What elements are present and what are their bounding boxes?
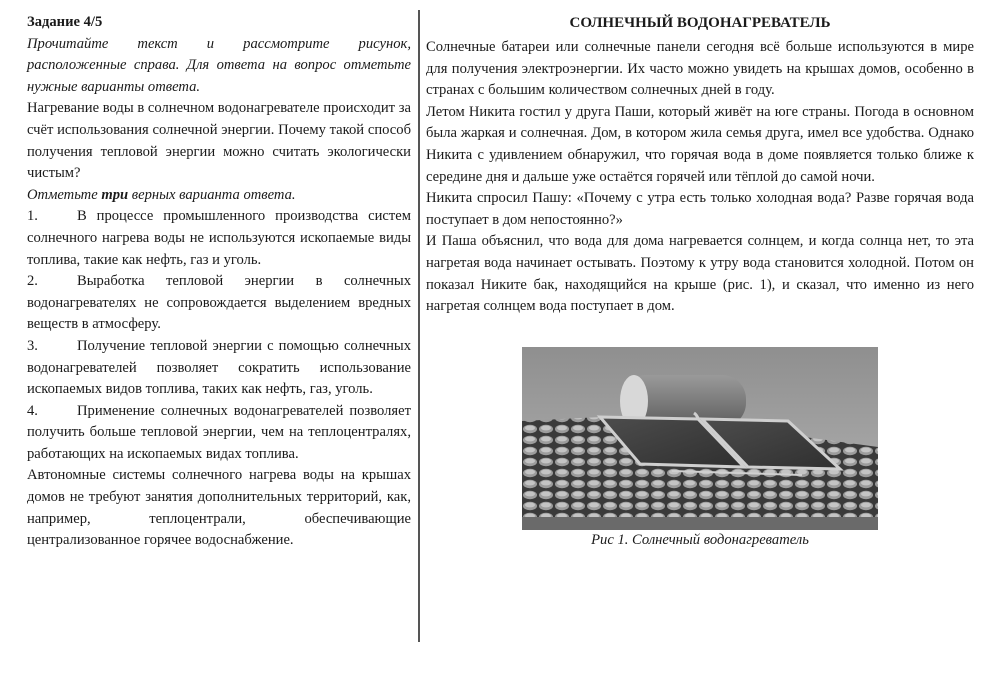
answer-option-4[interactable] <box>27 401 411 466</box>
option-text: В процессе промышленного производства систем солнечного нагрева воды не используются ископаемые виды топлива, такие как нефть, газ и уголь. <box>27 208 411 268</box>
roof-edge <box>522 517 878 530</box>
answer-option-5[interactable] <box>27 465 411 551</box>
task-instruction: Прочитайте текст и рассмотрите рисунок, расположенные справа. Для ответа на вопрос отметьте нужные варианты ответа. <box>27 35 411 95</box>
answer-option-2[interactable] <box>27 271 411 336</box>
article-paragraph: Солнечные батареи или солнечные панели сегодня всё больше используются в мире для получения электроэнергии. Их часто можно увидеть на крышах домов, особенно в странах с большим количеством солнечных дней в году. <box>426 39 974 99</box>
option-number: 2. <box>27 273 38 290</box>
figure-caption: Рис 1. Солнечный водонагреватель <box>591 532 809 548</box>
solar-heater-illustration <box>522 347 878 530</box>
answer-option-3[interactable] <box>27 336 411 401</box>
article-paragraph: И Паша объяснил, что вода для дома нагревается солнцем, и когда солнца нет, то эта нагретая вода начинает остывать. Поэтому к утру вода становится холодной. Потом он показал Никите бак, находящийся на крыше (рис. 1), и сказал, что именно из него нагретая солнцем вода поступает в дом. <box>426 233 974 315</box>
option-number: 4. <box>27 402 38 419</box>
option-text: Получение тепловой энергии с помощью солнечных водонагревателей позволяет сократить использование ископаемых видов топлива, таких как нефть, газ, уголь. <box>27 337 411 398</box>
option-text: Автономные системы солнечного нагрева воды на крышах домов не требуют занятия дополнительных территорий, как, например, теплоцентрали, обеспечивающие централизованное горячее водоснабжение. <box>27 467 411 549</box>
option-text: Выработка тепловой энергии в солнечных водонагревателях не сопровождается выделением вредных веществ в атмосферу. <box>27 273 411 333</box>
task-panel <box>27 12 411 552</box>
answer-option-1[interactable] <box>27 206 411 271</box>
option-number: 1. <box>27 208 38 225</box>
option-text: Применение солнечных водонагревателей позволяет получить больше тепловой энергии, чем на теплоцентралях, работающих на ископаемых видах топлива. <box>27 402 411 462</box>
column-divider <box>418 10 420 642</box>
select-instruction <box>27 185 411 207</box>
article-paragraph: Летом Никита гостил у друга Паши, который живёт на юге страны. Погода в основном была жаркая и солнечная. Дом, в котором жила семья друга, имел все удобства. Однако Никита с удивлением обнаружил, что горячая вода в доме появляется только ближе к середине дня и дальше уже остаётся горячей или тёплой до самой ночи. <box>426 103 974 185</box>
select-suffix: верных варианта ответа. <box>128 186 296 203</box>
task-question: Нагревание воды в солнечном водонагревателе происходит за счёт использования солнечной энергии. Почему такой способ получения тепловой энергии можно считать экологически чистым? <box>27 100 411 182</box>
select-prefix: Отметьте <box>27 186 102 203</box>
article-paragraph: Никита спросил Пашу: «Почему с утра есть только холодная вода? Разве горячая вода поступает в дом непостоянно?» <box>426 190 974 228</box>
solar-water-heater-photo <box>522 347 878 530</box>
task-title: Задание 4/5 <box>27 14 103 30</box>
select-count: три <box>101 186 129 203</box>
article-heading: СОЛНЕЧНЫЙ ВОДОНАГРЕВАТЕЛЬ <box>569 15 831 31</box>
option-number: 3. <box>27 337 38 354</box>
article-panel <box>426 12 974 318</box>
